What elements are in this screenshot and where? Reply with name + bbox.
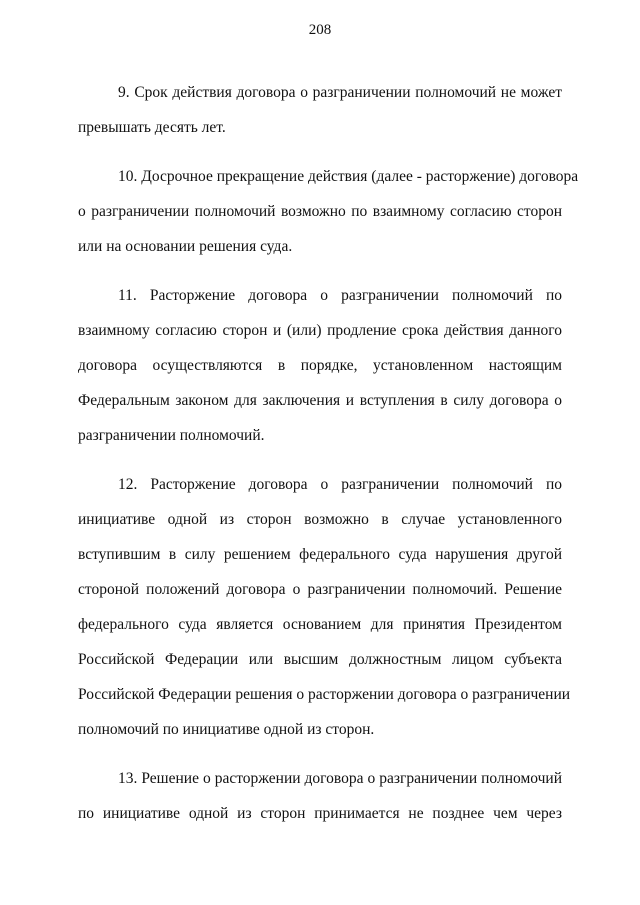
text-line: 10. Досрочное прекращение действия (далее - расторжение) договора	[118, 168, 579, 185]
text-line: взаимному согласию сторон и (или) продление срока действия данного	[78, 322, 562, 339]
text-line: или на основании решения суда.	[78, 238, 293, 255]
text-line: разграничении полномочий.	[78, 427, 265, 444]
text-line: стороной положений договора о разграничении полномочий. Решение	[78, 581, 562, 598]
paragraph	[78, 75, 562, 145]
document-body	[78, 75, 579, 845]
text-line: вступившим в силу решением федерального суда нарушения другой	[78, 546, 562, 563]
paragraph	[78, 761, 562, 831]
text-line: превышать десять лет.	[78, 119, 226, 136]
text-line: Российской Федерации решения о расторжении договора о разграничении	[78, 686, 571, 703]
text-line: 11. Расторжение договора о разграничении полномочий по	[118, 287, 562, 304]
page-number: 208	[308, 22, 332, 38]
paragraph	[78, 159, 579, 264]
text-line: договора осуществляются в порядке, установленном настоящим	[78, 357, 562, 374]
paragraph	[78, 278, 562, 453]
text-line: о разграничении полномочий возможно по взаимному согласию сторон	[78, 203, 562, 220]
text-line: федерального суда является основанием для принятия Президентом	[78, 616, 562, 633]
text-line: инициативе одной из сторон возможно в случае установленного	[78, 511, 562, 528]
text-line: 13. Решение о расторжении договора о разграничении полномочий	[118, 770, 562, 787]
text-line: по инициативе одной из сторон принимается не позднее чем через	[78, 805, 562, 822]
text-line: Федеральным законом для заключения и вступления в силу договора о	[78, 392, 562, 409]
text-line: 12. Расторжение договора о разграничении полномочий по	[118, 476, 562, 493]
text-line: полномочий по инициативе одной из сторон.	[78, 721, 375, 738]
paragraph	[78, 467, 571, 747]
text-line: Российской Федерации или высшим должностным лицом субъекта	[78, 651, 562, 668]
text-line: 9. Срок действия договора о разграничении полномочий не может	[118, 84, 562, 101]
